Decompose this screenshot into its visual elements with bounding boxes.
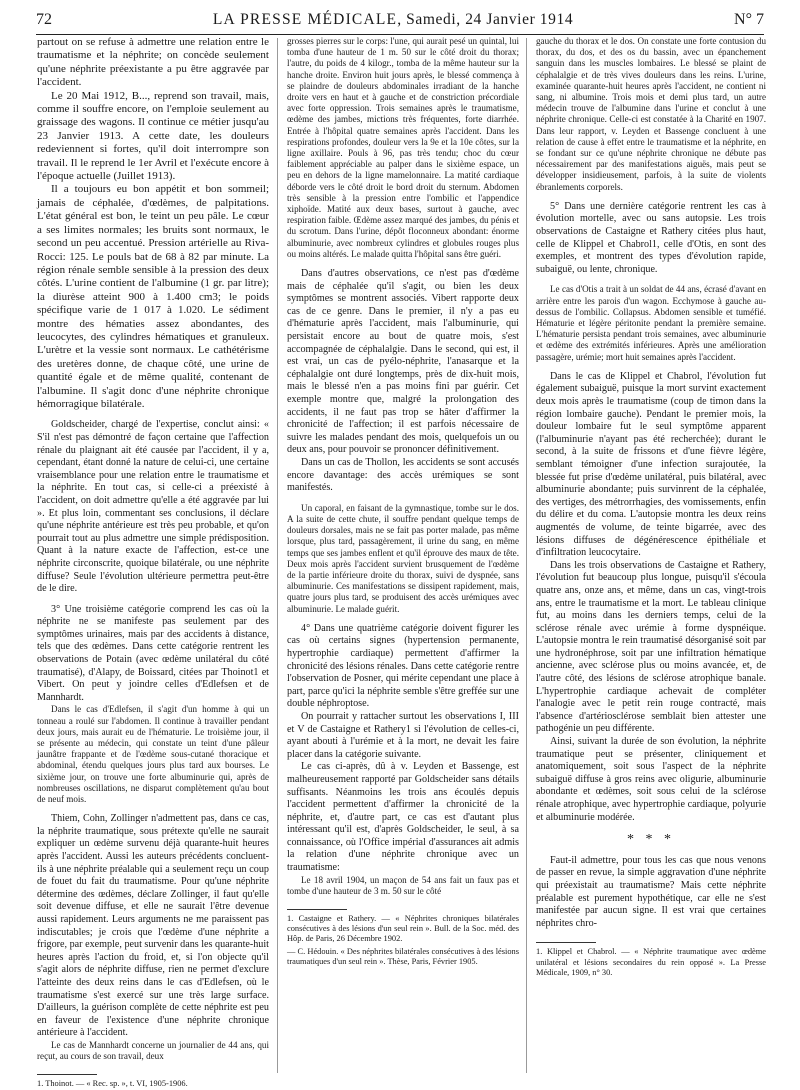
paragraph: Faut-il admettre, pour tous les cas que nous venons de passer en revue, la simple aggravation d'une néphrite qui préexistait au traumatisme? Mais cette néphrite préalable est purement hypothétique, car elle ne s'est manifestée par aucun signe. Il est vrai que certaines néphrites chro- — [536, 854, 766, 929]
footnote: 1. Klippel et Chabrol. — « Néphrite traumatique avec œdème unilatéral et lésions secondaires du rein opposé ». La Presse Médicale, 1909, n° 30. — [536, 947, 766, 977]
paragraph: On pourrait y rattacher surtout les observations I, III et V de Castaigne et Rathery1 si l'évolution de celles-ci, ayant abouti à l'urémie et à la mort, ne devait les faire placer dans la catégorie suivante. — [287, 710, 519, 760]
paragraph: 3° Une troisième catégorie comprend les cas où la néphrite ne se manifeste pas seulement par des symptômes urinaires, mais par des accidents à distance, tels que des œdèmes. Dans cette catégorie rentrent les observations de Potain (avec œdème unilatéral du côté traumatisé), d'Alapy, de Boissard, citées par Thoinot1 et Vibert. On peut y joindre celles d'Edlefsen et de Mannhardt. — [37, 603, 269, 703]
issue-date: , Samedi, 24 Janvier 1914 — [397, 11, 574, 28]
page-number: 72 — [36, 11, 52, 28]
column-3-body-continued — [536, 855, 766, 931]
paragraph: Le cas d'Otis a trait à un soldat de 44 ans, écrasé d'avant en arrière entre les parois d'un wagon. Ecchymose à gauche au-dessus de l'ombilic. Collapsus. Abdomen sensible et tuméfié. Hématurie et légère péritonite pendant la première semaine. L'hématurie persista pendant trois semaines, avec albuminurie et œdème des extrémités inférieures. Après une amélioration passagère, urémie; mort huit semaines après l'accident. — [536, 284, 766, 362]
column-3-body — [536, 36, 766, 824]
paragraph: grosses pierres sur le corps: l'une, qui aurait pesé un quintal, lui tomba d'une hauteur de 1 m. 50 sur le côté droit du thorax; l'autre, du poids de 4 kilogr., tomba de la même hauteur sur la hanche droite. Environ huit jours après, le blessé commença à se plaindre de douleurs abdominales irradiant de la hanche droite vers en haut et à gauche et de constriction précordiale avec forte oppression. Trois semaines après le traumatisme, œdème des jambes, mictions très fréquentes, forte diarrhée. Entrée à l'hôpital quatre semaines après l'accident. Dans les respirations profondes, douleur vers la 9e et la 10e côtes, sur la ligne axillaire. Pouls à 96, pas très tendu; choc du cœur faiblement appréciable au palper dans le sixième espace, un peu en dehors de la ligne mamelonnaire. La matité cardiaque déborde vers le côté droit le bord droit du sternum. Abdomen très sensible à la pression entre l'ombilic et l'appendice xiphoïde. Matité aux deux bases, surtout à gauche, avec respiration faible. Œdème assez marqué des jambes, du pénis et du scrotum. Dans l'urine, dépôt floconneux abondant: énorme albuminurie, avec nombreux cylindres et globules rouges plus ou moins altérés. Le malade quitta l'hôpital sans être guéri. — [287, 36, 519, 259]
paragraph: Dans un cas de Thollon, les accidents se sont accusés encore davantage: des accès urémiques se sont manifestés. — [287, 456, 519, 494]
column-divider-2 — [526, 38, 527, 1073]
footnote-rule — [287, 909, 347, 910]
issue-number: N° 7 — [734, 11, 764, 28]
paragraph: Le cas de Mannhardt concerne un journalier de 44 ans, qui reçut, au cours de son travail, deux — [37, 1039, 269, 1062]
paragraph: Dans d'autres observations, ce n'est pas d'œdème mais de céphalée qu'il s'agit, ou bien les deux symptômes se montrent associés. Vibert rapporte deux cas de ce genre. Dans le premier, il n'y a pas eu d'hématurie après l'accident, mais l'albuminurie, qui persistait encore au bout de quatre mois, s'est accompagnée de céphalalgie. Dans le second, qui est, il est vrai, un cas de pyélo-néphrite, l'anasarque et la céphalalgie ont duré longtemps, près de dix-huit mois, mais le blessé n'en a pas moins fini par guérir. Cet exemple montre que, malgré la prolongation des accidents, il ne faut pas trop se hâter d'affirmer la chronicité de l'affection; il est parfois nécessaire de suivre les malades pendant des mois, quelquefois un ou deux ans, pour pouvoir se prononcer définitivement. — [287, 268, 519, 456]
paragraph: 4° Dans une quatrième catégorie doivent figurer les cas où certains signes (hypertension permanente, hypertrophie cardiaque) permettent d'affirmer la chronicité des lésions rénales. Dans cette catégorie rentre l'observation de Posner, qui mérite cependant une place à part, parce qu'ici la néphrite semble s'être greffée sur une double néphroptose. — [287, 622, 519, 710]
paragraph: Ainsi, suivant la durée de son évolution, la néphrite traumatique peut se présenter, cliniquement et anatomiquement, soit sous l'aspect de la néphrite subaiguë diffuse à gros reins avec oligurie, albuminurie abondante et œdèmes, soit sous celui de la sclérose rénale atrophique, avec hypertrophie cardiaque, polyurie et albuminurie modérée. — [536, 736, 766, 823]
paragraph: Le cas ci-après, dû à v. Leyden et Bassenge, est malheureusement rapporté par Goldscheider sans détails suffisants. Néanmoins les trois ans écoulés depuis l'accident permettent d'affirmer la chronicité de la néphrite, et, d'autre part, ce cas est d'autant plus intéressant qu'il est, d'après Goldscheider, le seul, à sa connaissance, où l'Office impérial d'assurances ait admis la relation d'une néphrite chronique avec un traumatisme: — [287, 761, 519, 874]
column-2 — [287, 36, 519, 1076]
footnote: — C. Hédouin. « Des néphrites bilatérales consécutives à des lésions traumatiques d'un seul rein ». Thèse, Paris, Février 1905. — [287, 946, 519, 966]
paragraph: Thiem, Cohn, Zollinger n'admettent pas, dans ce cas, la néphrite traumatique, sous prétexte qu'elle ne saurait expliquer un œdème survenu déjà quarante-huit heures après l'accident. Aussi les auteurs précédents concluent-ils à une néphrite préalable qui a seulement reçu un coup de fouet du fait du traumatisme. Pour qu'une néphrite détermine des œdèmes, déclare Zollinger, il faut qu'elle soit devenue diffuse, et elle ne saurait l'être devenue aussi rapidement. Leurs arguments ne me paraissent pas indiscutables; je crois que l'œdème d'une néphrite a frigore, par exemple, peut survenir dans les quarante-huit heures après l'action du froid, et, si l'on objecte qu'il s'agit alors de néphrite diffuse, rien ne permet d'exclure l'atteinte des deux reins dans le cas d'Edlefsen, où le traumatisme s'est exercé sur une très large surface. D'ailleurs, la guérison complète de cette néphrite est peu en faveur de l'existence d'une néphrite chronique antérieure à l'accident. — [37, 813, 269, 1039]
paragraph: Dans les trois observations de Castaigne et Rathery, l'évolution fut beaucoup plus longue, puisqu'il s'écoula quatre ans, onze ans, et même, dans un cas, vingt-trois ans, entre le traumatisme et la mort. Le tableau clinique fut, au moins dans les derniers temps, celui de la sclérose rénale avec urémie à forme dyspnéique. L'autopsie montra le rein traumatisé désorganisé soit par une hydronéphrose, soit par une infiltration hématique ancienne, avec sclérose plus ou moins avancée, et, de l'autre côté, des lésions de sclérose atrophique banale. L'hypertrophie cardiaque achevait de compléter l'analogie avec le petit rein rouge contracté, mais l'absence d'artériosclérose semblait bien attester une pathogénie un peu différente. — [536, 559, 766, 735]
column-1-body — [37, 36, 269, 1062]
paragraph: 5° Dans une dernière catégorie rentrent les cas à évolution mortelle, avec ou sans autopsie. Les trois observations de Castaigne et Rathery citées plus haut, celle de Klippel et Chabrol1, celle d'Otis, en sont des exemples, et montrent des types d'évolution rapide, subaiguë, ou lente, chronique. — [536, 200, 766, 275]
footnote-rule — [37, 1074, 97, 1075]
paragraph: Le 20 Mai 1912, B..., reprend son travail, mais, comme il souffre encore, on l'emploie seulement au graissage des wagons. Il continue ce métier jusqu'au 23 Janvier 1913. A cette date, les douleurs redeviennent si fortes, qu'il doit interrompre son travail. Il le reprend le 1er Avril et l'exécute encore à l'époque actuelle (Juillet 1913). — [37, 89, 269, 183]
page-header — [36, 6, 764, 35]
column-2-body — [287, 36, 519, 897]
column-2-footnotes — [287, 914, 519, 967]
paragraph: Il a toujours eu bon appétit et bon sommeil; jamais de céphalée, d'œdèmes, de palpitations. L'état général est bon, le teint un peu pâle. Le cœur a ses limites normales; les bruits sont normaux, le second un peu accentué. Pression artérielle au Riva-Rocci: 125. Le pouls bat de 68 à 82 par minute. La région rénale semble sensible à la pression des deux côtés. L'urine contient de l'albumine (1 gr. par litre); la diurèse atteint 900 à 1.400 cm3; le poids spécifique varie de 1 017 à 1.020. Le sédiment montre des hématies assez abondantes, des leucocytes, des cylindres hématiques et granuleux. L'urètre et la vessie sont normaux. Le cathétérisme des uretères donne, de chaque côté, une urine de quantité égale et de même qualité, contenant de l'albumine. Il s'agit donc d'une néphrite chronique hémorragique bilatérale. — [37, 183, 269, 410]
paragraph: Dans le cas d'Edlefsen, il s'agit d'un homme à qui un tonneau a roulé sur l'abdomen. Il continue à travailler pendant deux jours, mais aurait eu de l'hématurie. Le troisième jour, il se présente au médecin, qui constate un teint d'une pâleur jaunâtre frappante et de l'œdème sous-cutané thoracique et abdominal, étendu quelques jours plus tard aux bourses. Le sixième jour, on trouve une forte albuminurie qui, après de nombreuses oscillations, ne disparut complètement qu'au bout de neuf mois. — [37, 704, 269, 805]
paragraph: partout on se refuse à admettre une relation entre le traumatisme et la néphrite; on concède seulement qu'une néphrite préexistante a pu être aggravée par l'accident. — [37, 36, 269, 89]
paragraph: Goldscheider, chargé de l'expertise, conclut ainsi: « S'il n'est pas démontré de façon certaine que l'affection rénale du plaignant ait été causée par l'accident, il y a, cependant, étant donné la nature de celui-ci, une certaine vraisemblance pour une relation entre le traumatisme et la néphrite. En tout cas, si celle-ci a préexisté à l'accident, on doit admettre qu'elle a été aggravée par lui ». Et plus loin, commentant ses conclusions, il déclare qu'une néphrite antérieure est très peu probable, et qu'on pourrait tout au plus admettre une simple prédisposition. Quant à la nature exacte de l'affection, est-ce une néphrite circonscrite, quoique bilatérale, ou une néphrite diffuse? Seule l'évolution ultérieure permettra peut-être de le dire. — [37, 419, 269, 595]
journal-name: LA PRESSE MÉDICALE — [212, 11, 398, 28]
paragraph: Dans le cas de Klippel et Chabrol, l'évolution fut également subaiguë, puisque la mort survint exactement deux mois après le traumatisme (coup de timon dans la région lombaire gauche). Pendant le premier mois, la douleur lombaire fut le seul symptôme apparent (l'albuminurie n'ayant pas été recherchée); durant le second, à la suite de frissons et d'une fièvre légère, semblant témoigner d'une infection surajoutée, la blessée fut prise d'œdème unilatéral, puis bilatéral, avec albuminurie abondante; puis survinrent de la céphalée, des vertiges, des métrorrhagies, des vomissements, enfin du délire et du coma. L'autopsie montra les deux reins augmentés de volume, de teinte bigarrée, avec des lésions diffuses de dégénérescence épithéliale et d'infiltration leucocytaire. — [536, 370, 766, 559]
column-divider-1 — [277, 38, 278, 1073]
section-asterism: * * * — [627, 832, 675, 848]
footnote: 1. Thoinot. — « Rec. sp. », t. VI, 1905-1906. — [37, 1079, 188, 1089]
column-3 — [536, 36, 766, 1076]
footnote-rule — [536, 942, 596, 943]
paragraph: gauche du thorax et le dos. On constate une forte contusion du thorax, du dos, et des os du bassin, avec un épanchement sanguin dans les muscles lombaires. Le blessé se plaint de céphalalgie et de très vives douleurs dans les reins. L'urine, examinée quarante-huit heures après l'accident, ne contient ni sang, ni albumine. Trois mois et demi plus tard, un autre médecin trouve de l'albumine dans l'urine et conclut à une néphrite chronique. Celle-ci est constatée à la Charité en 1907. Dans leur rapport, v. Leyden et Bassenge concluent à une relation de cause à effet entre le traumatisme et la néphrite, en se fondant sur ce qu'une néphrite chronique ne débute pas nécessairement par des manifestations aiguës, mais peut se développer insidieusement, parfois, à la suite de violents ébranlements corporels. — [536, 36, 766, 192]
footnote: 1. Castaigne et Rathery. — « Néphrites chroniques bilatérales consécutives à des lésions d'un seul rein ». Bull. de la Soc. méd. des Hôp. de Paris, 26 Décembre 1902. — [287, 914, 519, 944]
paragraph: Un caporal, en faisant de la gymnastique, tombe sur le dos. A la suite de cette chute, il souffre pendant quelque temps de douleurs dorsales, mais ne se fait pas porter malade, pas même lorsque, plus tard, passagèrement, il urine du sang, en même temps que ses jambes enflent et qu'il éprouve des maux de tête. Deux mois après l'accident survient brusquement de l'œdème de la partie inférieure droite du thorax, suivi de dyspnée, sans albuminurie. Ces manifestations se dissipent rapidement, mais, quatre jours plus tard, se produisent des accès urémiques avec albuminurie. Le malade guérit. — [287, 502, 519, 614]
journal-title — [213, 11, 573, 29]
paragraph: Le 18 avril 1904, un maçon de 54 ans fait un faux pas et tombe d'une hauteur de 3 m. 50 sur le côté — [287, 874, 519, 896]
column-1 — [37, 36, 269, 1089]
